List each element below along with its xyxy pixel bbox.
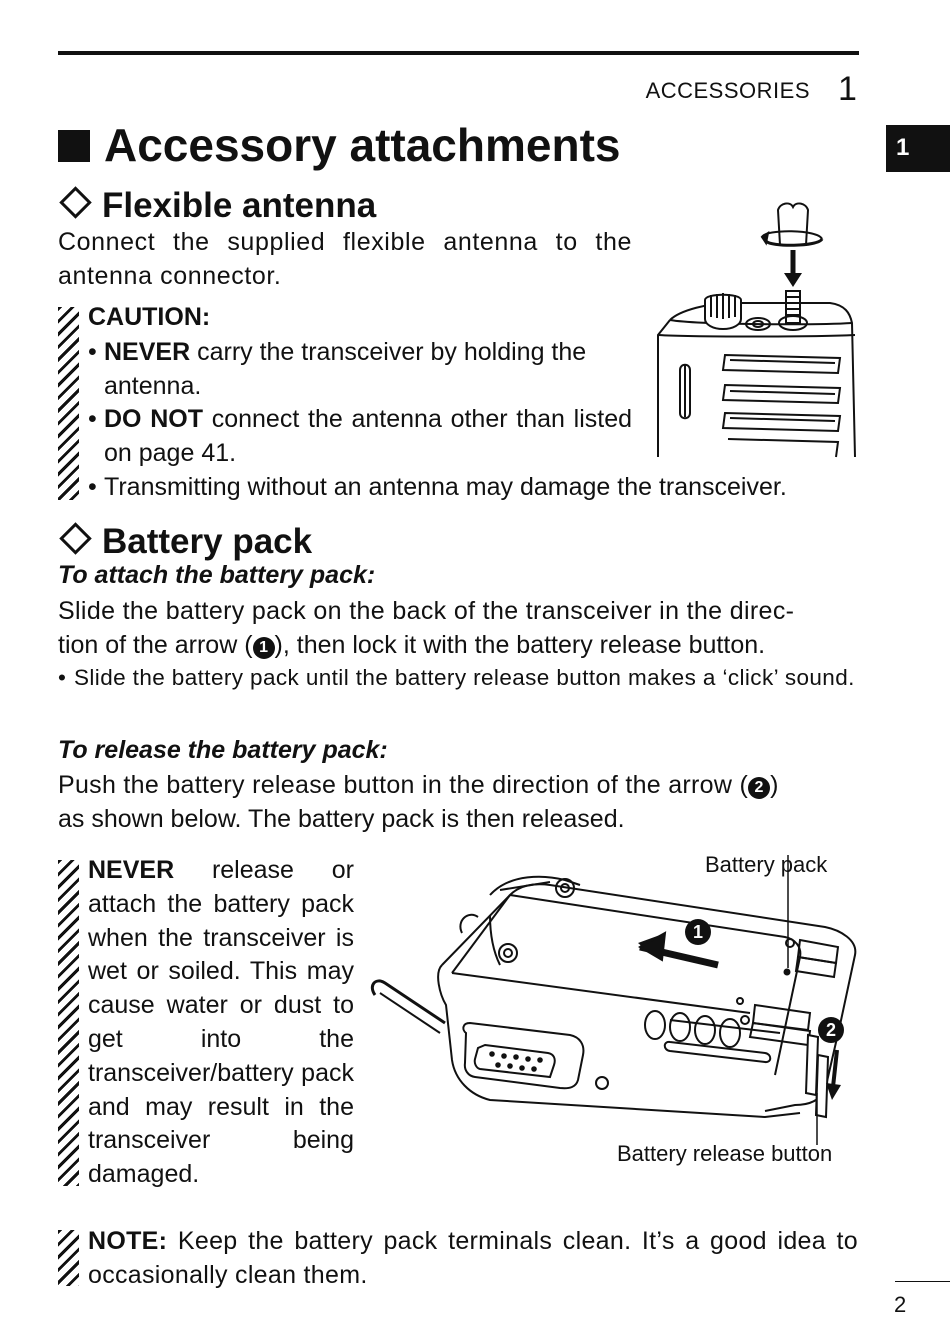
- caution-hatch: [58, 307, 79, 500]
- attach-text-part: tion of the arrow (: [58, 631, 253, 659]
- battery-heading-text: Battery pack: [102, 522, 313, 561]
- release-text-line: [58, 768, 858, 802]
- release-heading: To release the battery pack:: [58, 736, 388, 764]
- warning-hatch: [58, 860, 79, 1186]
- release-text: [58, 768, 858, 836]
- antenna-heading: [58, 186, 376, 226]
- caution-item: [88, 402, 632, 470]
- bullet-icon: •: [88, 473, 97, 501]
- caution-item: [88, 470, 868, 504]
- figure-arrow-1-marker: 1: [685, 919, 711, 945]
- bullet-icon: •: [88, 405, 97, 433]
- release-text-part: ): [770, 771, 779, 799]
- bullet-icon: •: [58, 665, 66, 690]
- attach-text-line: Slide the battery pack on the back of the transceiver in the direc-: [58, 597, 795, 625]
- warning-strong: NEVER: [88, 856, 175, 884]
- warning-text: release or attach the battery pack when the transceiver is wet or soiled. This may cause water or dust to get into the transceiver/battery pack and may result in the transceiver being damaged.: [88, 856, 354, 1189]
- battery-pack-label: Battery pack: [705, 852, 828, 877]
- page-number: 2: [894, 1292, 907, 1317]
- diamond-icon: [59, 186, 92, 219]
- battery-heading: [58, 522, 312, 562]
- caution-item-strong: NEVER: [104, 338, 191, 366]
- battery-illustration: [370, 855, 865, 1175]
- section-label: ACCESSORIES: [645, 78, 810, 103]
- chapter-tab: [886, 125, 950, 172]
- caution-item-text: Transmitting without an antenna may damage the transceiver.: [104, 473, 787, 501]
- note-text: Keep the battery pack terminals clean. It’s a good idea to occasionally clean them.: [88, 1227, 858, 1289]
- attach-text-line: [58, 628, 858, 662]
- diamond-icon: [59, 522, 92, 555]
- release-text-line: as shown below. The battery pack is then released.: [58, 805, 625, 833]
- page-title: [58, 118, 620, 172]
- note-hatch: [58, 1230, 79, 1286]
- page-title-text: Accessory attachments: [104, 119, 621, 171]
- attach-bullet-text: Slide the battery pack until the battery release button makes a ‘click’ sound.: [74, 665, 855, 690]
- release-text-part: Push the battery release button in the direction of the arrow (: [58, 771, 749, 799]
- battery-warning: [88, 854, 354, 1192]
- caution-item-text: carry the transceiver by holding the antenna.: [104, 338, 587, 400]
- arrow-1-marker: 1: [253, 637, 275, 659]
- header-rule: [58, 51, 859, 55]
- antenna-intro: Connect the supplied flexible antenna to the antenna connector.: [58, 228, 632, 290]
- square-bullet-icon: [58, 130, 90, 162]
- caution-item: [88, 335, 632, 403]
- note: [88, 1224, 858, 1292]
- battery-release-button-label: Battery release button: [617, 1141, 833, 1166]
- caution-label: CAUTION:: [88, 303, 211, 331]
- caution-item-text: connect the antenna other than listed on page 41.: [104, 405, 633, 467]
- antenna-illustration: [650, 195, 865, 460]
- chapter-tab-number: 1: [896, 134, 910, 161]
- figure-arrow-2-marker: 2: [818, 1017, 844, 1043]
- attach-bullet: [58, 662, 858, 694]
- attach-text-part: ), then lock it with the battery release button.: [274, 631, 766, 659]
- antenna-heading-text: Flexible antenna: [102, 186, 377, 225]
- page-number-rule: [895, 1281, 950, 1282]
- attach-heading: To attach the battery pack:: [58, 561, 376, 589]
- caution-item-strong: DO NOT: [104, 405, 203, 433]
- bullet-icon: •: [88, 338, 97, 366]
- attach-text: [58, 594, 858, 662]
- arrow-2-marker: 2: [748, 777, 770, 799]
- chapter-number: 1: [838, 70, 857, 108]
- note-label: NOTE:: [88, 1227, 168, 1255]
